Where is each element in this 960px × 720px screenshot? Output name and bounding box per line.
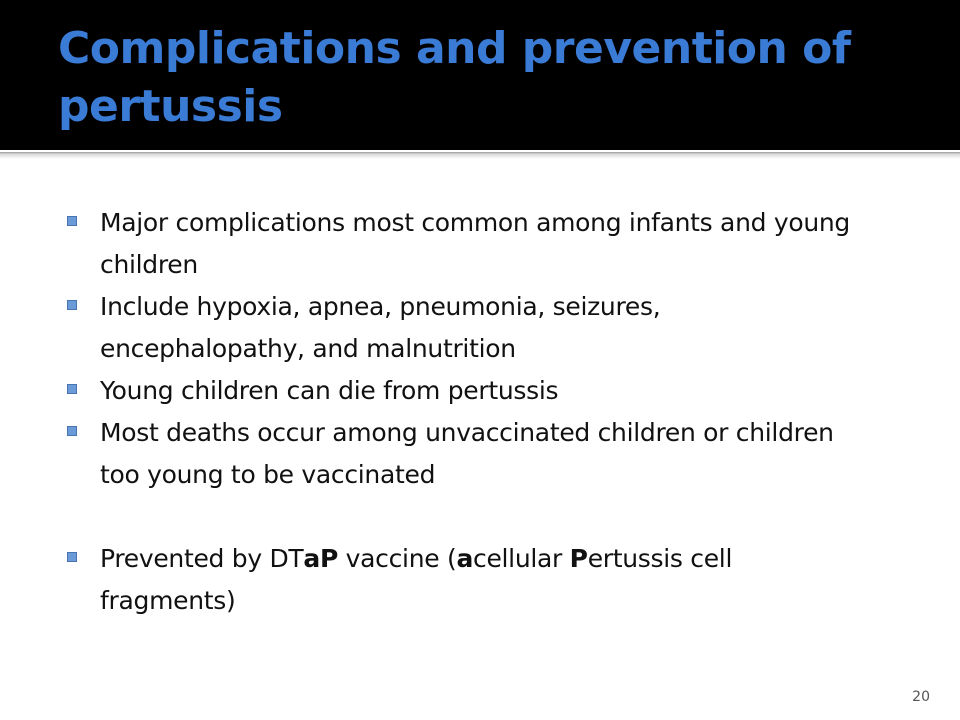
bullet-item xyxy=(64,202,864,286)
bullet-item xyxy=(64,538,864,622)
square-bullet-icon xyxy=(67,426,77,436)
page-number: 20 xyxy=(912,689,930,705)
square-bullet-icon xyxy=(67,384,77,394)
bullet-text: Most deaths occur among unvaccinated children or children too young to be vaccinated xyxy=(100,418,834,489)
bullet-text-segment: cellular xyxy=(473,544,570,573)
square-bullet-icon xyxy=(67,552,77,562)
bullet-item xyxy=(64,370,864,412)
bullet-text: Major complications most common among infants and young children xyxy=(100,208,850,279)
bullet-text-segment: vaccine ( xyxy=(338,544,457,573)
bullet-list xyxy=(64,202,864,622)
bullet-text-segment: Prevented by DT xyxy=(100,544,304,573)
bullet-text xyxy=(100,544,732,615)
square-bullet-icon xyxy=(67,300,77,310)
title-bar xyxy=(0,0,960,150)
title-divider xyxy=(0,152,960,159)
bullet-text-emphasis: P xyxy=(569,544,588,573)
bullet-text-segment: ertussis cell fragments) xyxy=(100,544,733,615)
bullet-item xyxy=(64,286,864,370)
bullet-item xyxy=(64,412,864,496)
slide-title: Complications and prevention of pertussis xyxy=(58,23,851,132)
square-bullet-icon xyxy=(67,216,77,226)
bullet-text-emphasis: aP xyxy=(303,544,338,573)
bullet-spacer xyxy=(64,496,864,538)
bullet-text-emphasis: a xyxy=(456,544,474,573)
bullet-text: Include hypoxia, apnea, pneumonia, seizures, encephalopathy, and malnutrition xyxy=(100,292,661,363)
bullet-text: Young children can die from pertussis xyxy=(100,376,559,405)
